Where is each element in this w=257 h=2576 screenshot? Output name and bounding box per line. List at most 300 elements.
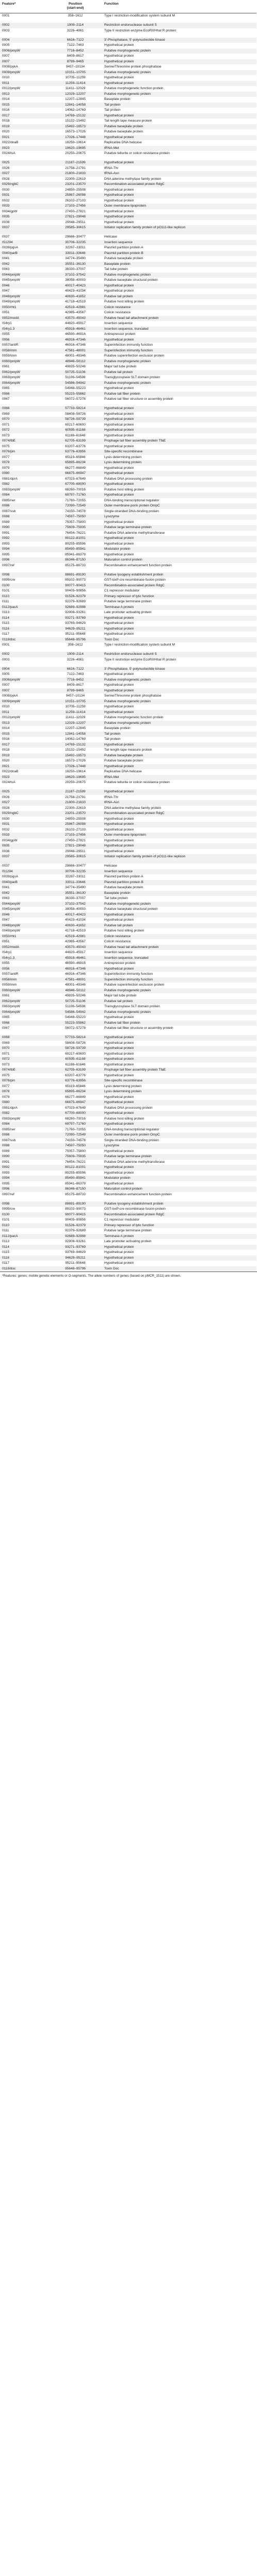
table-row bbox=[0, 498, 256, 504]
position-cell: 10151–10705 bbox=[49, 70, 102, 76]
function-cell: Maturation control protein bbox=[102, 1187, 256, 1192]
position-cell: 88691–89190 bbox=[49, 572, 102, 578]
feature-cell: 0027 bbox=[0, 171, 49, 177]
table-row bbox=[0, 13, 256, 23]
function-cell: Hypothetical protein bbox=[102, 417, 256, 422]
position-cell: 11259–11414 bbox=[49, 81, 102, 87]
feature-cell: 0098 bbox=[0, 572, 49, 578]
feature-cell: 0035 bbox=[0, 214, 49, 220]
feature-cell: 0036 bbox=[2, 220, 10, 224]
function-cell: Toxin Doc bbox=[102, 1266, 256, 1272]
feature-cell: 0024/tsA bbox=[2, 151, 15, 155]
function-cell: Hypothetical protein bbox=[104, 849, 134, 853]
function-cell: Hypothetical protein bbox=[102, 1256, 256, 1261]
table-row bbox=[0, 1015, 256, 1021]
feature-cell: 0047 bbox=[2, 918, 10, 922]
table-row bbox=[0, 251, 256, 257]
position-cell: 63776–63956 bbox=[49, 1078, 102, 1084]
feature-cell: 0066 bbox=[0, 1021, 49, 1026]
feature-cell: 0046 bbox=[0, 912, 49, 918]
feature-cell: 0003 bbox=[2, 28, 10, 32]
function-cell: 3'-Phosphatase, 5'-polynucleotide kinase bbox=[102, 667, 256, 672]
position-cell: 68260–70016 bbox=[65, 487, 86, 492]
feature-cell: 0112/pacA bbox=[0, 1234, 49, 1240]
position-cell: 27450–27821 bbox=[65, 209, 86, 213]
position-cell: 92379–92689 bbox=[65, 600, 86, 603]
feature-cell: 0037 bbox=[0, 854, 49, 863]
feature-cell: 0084 bbox=[0, 1122, 49, 1127]
feature-cell: 0023 bbox=[0, 146, 49, 151]
function-cell: Hypothetical protein bbox=[104, 632, 134, 636]
position-cell: 60595–61168 bbox=[49, 428, 102, 433]
feature-cell: 0026 bbox=[2, 166, 10, 170]
function-cell: Hypothetical protein bbox=[102, 113, 256, 119]
position-cell: 41718–42519 bbox=[65, 300, 86, 303]
position-cell: 8799–9465 bbox=[49, 59, 102, 65]
position-cell: 16573–17026 bbox=[65, 130, 86, 133]
table-row bbox=[0, 75, 256, 81]
position-cell: 92379–92689 bbox=[65, 1229, 86, 1232]
table-row bbox=[0, 182, 256, 188]
table-row bbox=[0, 493, 256, 498]
header-position: Position (start-end) bbox=[49, 0, 102, 13]
position-cell: 20250–20675 bbox=[65, 151, 86, 155]
position-cell: 58726–59739 bbox=[49, 417, 102, 422]
function-cell: Putative lysogeny establishment protein bbox=[102, 572, 256, 578]
table-row bbox=[0, 1010, 256, 1015]
feature-cell: 0100 bbox=[0, 583, 49, 589]
feature-cell: 0011 bbox=[0, 710, 49, 716]
position-cell: 69797–71760 bbox=[49, 1122, 102, 1127]
position-cell: 51106–54598 bbox=[65, 1005, 86, 1008]
position-cell: 21800–21833 bbox=[49, 800, 102, 806]
feature-cell: 0013 bbox=[0, 721, 49, 726]
table-row bbox=[0, 146, 256, 151]
position-cell: 29666–30477 bbox=[65, 235, 86, 239]
feature-cell: 0118/doc bbox=[0, 1266, 49, 1272]
position-cell: 90077–90415 bbox=[49, 583, 102, 589]
function-cell: Hypothetical protein bbox=[104, 1171, 134, 1175]
table-row bbox=[0, 1122, 256, 1127]
position-cell: 26102–27103 bbox=[65, 827, 86, 832]
position-cell: 48001–49346 bbox=[65, 983, 86, 987]
function-cell: Type I restriction-modification system subunit M bbox=[104, 643, 175, 647]
feature-cell: 0093 bbox=[2, 1171, 10, 1175]
feature-cell: 0020 bbox=[2, 759, 10, 762]
position-cell: 46590–46916 bbox=[65, 961, 86, 965]
position-cell: 10151–10705 bbox=[49, 699, 102, 705]
table-row bbox=[0, 811, 256, 817]
feature-cell: 0065 bbox=[2, 1015, 10, 1019]
feature-cell: 0018 bbox=[2, 748, 10, 752]
feature-cell: 0045/pmpW bbox=[2, 907, 21, 911]
feature-cell: 0043 bbox=[2, 267, 10, 271]
table-row bbox=[0, 838, 256, 844]
position-cell: 86346–87150 bbox=[49, 1187, 102, 1192]
position-cell: 38058–40003 bbox=[65, 278, 86, 282]
feature-cell: 0065 bbox=[2, 386, 10, 390]
feature-cell: 0085/ner bbox=[2, 498, 15, 502]
feature-cell: 0074/tbE bbox=[0, 438, 49, 444]
feature-cell: 0082 bbox=[0, 1111, 49, 1116]
table-row bbox=[0, 907, 256, 912]
table-row bbox=[0, 113, 256, 119]
function-cell: Putative superinfection exclusion protein bbox=[104, 354, 165, 358]
feature-cell: IS1294 bbox=[0, 869, 49, 875]
function-cell: Antirepressor protein bbox=[104, 332, 136, 336]
function-cell: Terminase A protein bbox=[102, 605, 256, 611]
function-cell: Late promoter activating protein bbox=[104, 611, 152, 614]
position-cell: 80122–81001 bbox=[49, 1165, 102, 1171]
table-row bbox=[0, 417, 256, 422]
table-row bbox=[0, 1021, 256, 1026]
table-row bbox=[0, 92, 256, 97]
table-row bbox=[0, 193, 256, 198]
function-cell: DNA-binding transcriptional regulator bbox=[104, 1127, 159, 1131]
feature-cell: 0112/pacA bbox=[0, 605, 49, 611]
feature-cell: 0070 bbox=[0, 417, 49, 422]
position-cell: 74150–74578 bbox=[65, 509, 86, 513]
feature-cell: 0088 bbox=[0, 514, 49, 520]
position-cell: 67023–67649 bbox=[65, 477, 86, 481]
position-cell: 57733–58214 bbox=[49, 1035, 102, 1041]
table-row bbox=[0, 833, 256, 838]
function-cell: Hypothetical protein bbox=[102, 1165, 256, 1171]
function-cell: Putative baseplate protein bbox=[104, 886, 143, 889]
table-row bbox=[0, 466, 256, 471]
table-row bbox=[0, 775, 256, 781]
table-row bbox=[0, 381, 256, 386]
position-cell: 74597–75050 bbox=[49, 514, 102, 520]
feature-cell: 0037 bbox=[2, 864, 10, 868]
feature-cell: 0010 bbox=[2, 705, 10, 708]
position-cell: 7122–7463 bbox=[67, 672, 84, 676]
feature-cell: 0087/ssb bbox=[2, 509, 16, 513]
feature-cell: 0034/gpW bbox=[2, 838, 18, 842]
feature-cell: 0117 bbox=[2, 1261, 9, 1265]
feature-cell: 0086 bbox=[0, 503, 49, 509]
function-cell: Hypothetical protein bbox=[104, 672, 134, 676]
table-row bbox=[0, 632, 256, 637]
position-cell: 18250–19614 bbox=[65, 141, 86, 144]
function-cell: Hypothetical protein bbox=[102, 160, 256, 166]
table-row bbox=[0, 737, 256, 742]
position-cell: 30706–32235 bbox=[49, 240, 102, 246]
position-cell: 61188–61646 bbox=[65, 1062, 86, 1066]
table-row bbox=[0, 1187, 256, 1192]
table-row bbox=[0, 688, 256, 694]
table-row bbox=[0, 471, 256, 477]
position-cell: 65119–65846 bbox=[65, 1084, 86, 1088]
feature-cell: 0031 bbox=[0, 822, 49, 827]
feature-cell: 0099/cre bbox=[2, 578, 15, 582]
position-cell: 49835–50246 bbox=[65, 365, 86, 368]
position-cell: 55223–55862 bbox=[49, 392, 102, 397]
function-cell: Putative large terminase protein bbox=[104, 600, 152, 603]
position-cell: 92908–93261 bbox=[65, 1240, 86, 1243]
function-cell: Hypothetical protein bbox=[104, 1041, 134, 1045]
function-cell: Tail protein bbox=[104, 108, 121, 112]
function-cell: Hypothetical protein bbox=[104, 1052, 134, 1056]
feature-cell: 0029/ngbC bbox=[0, 811, 49, 817]
table-row bbox=[0, 912, 256, 918]
position-cell: 21758–21791 bbox=[65, 166, 86, 170]
feature-cell: 0007 bbox=[0, 59, 49, 65]
feature-cell: 0083/pmpW bbox=[2, 487, 21, 492]
function-cell: Putative large terminase protein bbox=[102, 1154, 256, 1160]
function-cell: tRNA-Asn bbox=[102, 171, 256, 177]
function-cell: Hypothetical protein bbox=[102, 616, 256, 621]
function-cell: Hypothetical protein bbox=[104, 520, 134, 524]
function-cell: Putative head tail attachment protein bbox=[102, 945, 256, 951]
table-row bbox=[0, 1073, 256, 1079]
feature-cell: 0004 bbox=[0, 667, 49, 672]
function-cell: Type I restriction-modification system subunit M bbox=[104, 14, 175, 18]
function-cell: Putative baseplate protein bbox=[102, 124, 256, 130]
function-cell: Putative tail fiber structure or assembly protein bbox=[104, 397, 173, 401]
feature-cell: 0089 bbox=[2, 1149, 10, 1153]
table-row bbox=[0, 392, 256, 397]
function-cell: Hypothetical protein bbox=[102, 1100, 256, 1106]
feature-cell: 0016 bbox=[2, 737, 10, 741]
table-row bbox=[0, 305, 256, 311]
feature-cell: 0066 bbox=[0, 392, 49, 397]
feature-cell: 0014 bbox=[2, 726, 10, 730]
feature-cell: 0029/ngbC bbox=[0, 182, 49, 188]
position-cell: 9457–10134 bbox=[66, 694, 85, 698]
function-cell: Insertion sequence bbox=[102, 869, 256, 875]
table-row bbox=[0, 1245, 256, 1250]
function-cell: Hypothetical protein bbox=[104, 827, 134, 832]
feature-cell: 0077 bbox=[2, 455, 10, 459]
position-cell: 58408–58726 bbox=[65, 1041, 86, 1045]
table-row bbox=[0, 1111, 256, 1116]
position-cell: 9457–10134 bbox=[66, 65, 85, 69]
table-row bbox=[0, 487, 256, 493]
feature-cell: 0002 bbox=[0, 23, 49, 28]
table-row bbox=[0, 438, 256, 444]
function-cell: Terminase A protein bbox=[102, 1234, 256, 1240]
feature-cell: 0001 bbox=[2, 643, 10, 647]
feature-cell: 0110 bbox=[0, 594, 49, 600]
table-row bbox=[0, 353, 256, 359]
feature-table bbox=[0, 0, 256, 1272]
feature-cell: 0071 bbox=[2, 1052, 10, 1056]
function-cell: Putative morphogenetic function protein bbox=[104, 87, 164, 90]
feature-cell: 0026 bbox=[2, 795, 10, 799]
position-cell: 44820–45917 bbox=[65, 321, 86, 325]
feature-cell: 0011 bbox=[0, 81, 49, 87]
function-cell: Late promoter activating protein bbox=[104, 1240, 152, 1243]
table-row bbox=[0, 599, 256, 605]
position-cell: 85941–86379 bbox=[65, 1181, 86, 1185]
function-cell: Replicative DNA helicase bbox=[104, 770, 142, 773]
position-cell: 72090–72549 bbox=[49, 503, 102, 509]
feature-cell: 0058/imm bbox=[0, 348, 49, 354]
function-cell: Single-stranded DNA-binding protein bbox=[104, 1138, 159, 1142]
function-cell: Plasmid partition protein B bbox=[102, 251, 256, 257]
function-cell: Hypothetical protein bbox=[104, 1095, 134, 1099]
position-cell: 95648–95796 bbox=[49, 1266, 102, 1272]
feature-cell: 0042 bbox=[0, 891, 49, 896]
function-cell: Putative DNA adenine methyltransferase bbox=[104, 531, 165, 535]
position-cell: 40423–41034 bbox=[65, 918, 86, 922]
feature-cell: 0067 bbox=[2, 397, 10, 401]
table-row bbox=[0, 704, 256, 710]
table-row bbox=[0, 880, 256, 886]
table-row bbox=[0, 278, 256, 283]
feature-cell: 0055 bbox=[2, 332, 10, 336]
function-cell: Putative morphogenetic protein bbox=[102, 902, 256, 907]
table-row bbox=[0, 140, 256, 146]
feature-cell: 0028 bbox=[2, 806, 10, 810]
table-row bbox=[0, 1106, 256, 1111]
position-cell: 65895–66234 bbox=[49, 460, 102, 466]
function-cell: Tail tube protein bbox=[104, 267, 128, 271]
feature-cell: 0079 bbox=[2, 1095, 10, 1099]
table-row bbox=[0, 86, 256, 92]
feature-cell: 0019 bbox=[0, 753, 49, 759]
position-cell: 60217–60600 bbox=[65, 1052, 86, 1056]
function-cell: Tail length tape measure protein bbox=[104, 119, 152, 123]
feature-cell: 0064/pmpW bbox=[0, 1010, 49, 1015]
table-row bbox=[0, 364, 256, 370]
position-cell: 19620–19695 bbox=[49, 775, 102, 781]
position-cell: 12029–12207 bbox=[49, 92, 102, 97]
position-cell: 47581–48001 bbox=[49, 348, 102, 354]
table-row bbox=[0, 753, 256, 759]
position-cell: 85175–88733 bbox=[65, 563, 86, 567]
feature-cell: 0094 bbox=[0, 547, 49, 552]
table-body bbox=[0, 13, 256, 1272]
position-cell: 48946–50112 bbox=[49, 988, 102, 994]
feature-cell: 0005 bbox=[2, 43, 10, 47]
table-row bbox=[0, 428, 256, 433]
feature-cell: 0035 bbox=[0, 843, 49, 849]
feature-cell: 0051 bbox=[2, 311, 10, 314]
feature-cell: 0045/pmpW bbox=[2, 278, 21, 282]
feature-cell: 0069 bbox=[2, 1041, 10, 1045]
table-row bbox=[0, 531, 256, 536]
position-cell: 40630–41652 bbox=[49, 923, 102, 929]
function-cell: Putative morphogenetic protein bbox=[102, 381, 256, 386]
table-row bbox=[0, 677, 256, 683]
table-row bbox=[0, 59, 256, 65]
feature-cell: 0049/pmpW bbox=[2, 929, 21, 933]
position-cell: 35551–36130 bbox=[49, 262, 102, 267]
position-cell: 29666–30477 bbox=[65, 864, 86, 868]
feature-cell: 0010 bbox=[2, 76, 10, 79]
feature-cell: 0033 bbox=[0, 204, 49, 209]
function-cell: Maturation control protein bbox=[102, 557, 256, 563]
table-row bbox=[0, 289, 256, 294]
position-cell: 60217–60600 bbox=[65, 422, 86, 427]
function-cell: Hypothetical protein bbox=[104, 444, 134, 448]
table-row bbox=[0, 726, 256, 732]
position-cell: 17026–17448 bbox=[49, 764, 102, 770]
position-cell: 95211–95648 bbox=[65, 1261, 86, 1265]
table-row bbox=[0, 934, 256, 940]
table-row bbox=[0, 1004, 256, 1010]
function-cell: Hypothetical protein bbox=[102, 406, 256, 412]
feature-cell: 0056 bbox=[0, 337, 49, 343]
position-cell: 90405–90856 bbox=[65, 1218, 86, 1222]
table-row bbox=[0, 1052, 256, 1057]
function-cell: Transglycosylase SLT domain protein bbox=[104, 1005, 160, 1008]
function-cell: Putative DNA adenine methyltransferase bbox=[104, 1160, 165, 1164]
feature-cell: 0086 bbox=[0, 1132, 49, 1138]
feature-cell: 0032 bbox=[2, 827, 10, 832]
table-row bbox=[0, 758, 256, 764]
table-row bbox=[0, 605, 256, 611]
feature-cell: 0063/pmpW bbox=[2, 376, 21, 379]
feature-cell: 0019 bbox=[0, 124, 49, 130]
table-row bbox=[0, 1212, 256, 1218]
position-cell: 16573–17026 bbox=[65, 759, 86, 762]
function-cell: Putative baseplate structural protein bbox=[104, 278, 158, 282]
position-cell: 29585–30615 bbox=[49, 854, 102, 863]
position-cell: 8799–9465 bbox=[49, 688, 102, 694]
position-cell: 72090–72549 bbox=[49, 1132, 102, 1138]
position-cell: 46916–47346 bbox=[65, 343, 86, 347]
function-cell: Superinfection immunity function bbox=[104, 343, 153, 347]
table-row bbox=[0, 1138, 256, 1144]
feature-cell: IS4ry1 bbox=[2, 951, 12, 954]
function-cell: Hypothetical protein bbox=[102, 1035, 256, 1041]
feature-cell: 0072 bbox=[0, 1057, 49, 1062]
table-row bbox=[0, 209, 256, 215]
table-row bbox=[0, 885, 256, 891]
feature-cell: 0018 bbox=[2, 119, 10, 123]
feature-cell: 0030 bbox=[2, 188, 10, 192]
feature-cell: 0111 bbox=[2, 600, 9, 603]
table-row bbox=[0, 693, 256, 699]
position-cell: 12207–12845 bbox=[65, 726, 86, 730]
feature-cell: 0020 bbox=[2, 130, 10, 133]
feature-cell: 0003 bbox=[2, 657, 10, 662]
table-row bbox=[0, 514, 256, 520]
position-cell: 15492–16573 bbox=[49, 124, 102, 130]
feature-cell: 0027 bbox=[0, 800, 49, 806]
function-cell: Hypothetical protein bbox=[104, 621, 134, 625]
feature-cell: 0096 bbox=[0, 1187, 49, 1192]
feature-cell: 0001 bbox=[2, 14, 10, 18]
feature-cell: 0068 bbox=[0, 1035, 49, 1041]
feature-cell: 0015 bbox=[0, 732, 49, 737]
function-cell: Putative tail fiber protein bbox=[102, 392, 256, 397]
table-row bbox=[0, 652, 256, 657]
function-cell: tRNA-Met bbox=[102, 146, 256, 151]
feature-cell: 0071 bbox=[2, 422, 10, 427]
feature-cell: 0072 bbox=[0, 428, 49, 433]
table-row bbox=[0, 1228, 256, 1234]
feature-cell: 0014 bbox=[2, 97, 10, 101]
header-feature: Feature* bbox=[0, 0, 49, 13]
feature-cell: 0073 bbox=[2, 433, 10, 437]
table-row bbox=[0, 977, 256, 983]
position-cell: 45918–46461 bbox=[49, 956, 102, 961]
function-cell: Hypothetical protein bbox=[104, 188, 134, 192]
position-cell: 89102–90073 bbox=[65, 578, 86, 582]
table-row bbox=[0, 267, 256, 273]
table-row bbox=[0, 1154, 256, 1160]
table-row bbox=[0, 455, 256, 461]
feature-cell: 0100 bbox=[0, 1212, 49, 1218]
table-row bbox=[0, 509, 256, 515]
function-cell: Colicin resistance bbox=[102, 305, 256, 311]
table-row bbox=[0, 64, 256, 70]
position-cell: 29048–29511 bbox=[65, 849, 86, 853]
